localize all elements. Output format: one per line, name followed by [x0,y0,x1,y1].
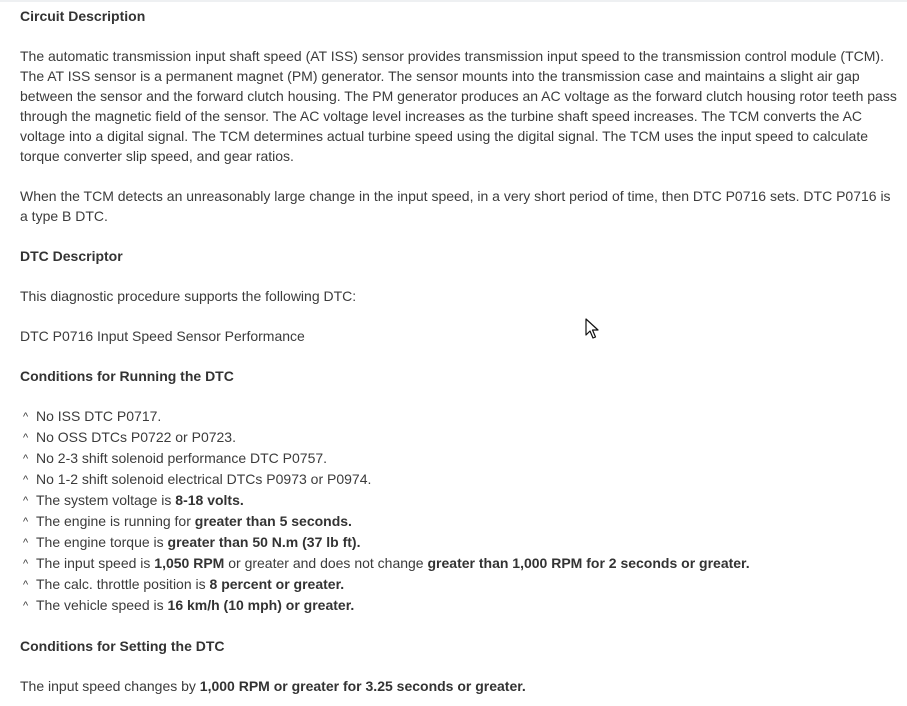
condition-item-bold: 1,050 RPM [154,555,225,571]
circuit-description-paragraph-2: When the TCM detects an unreasonably large change in the input speed, in a very short period of time, then DTC P0716 sets. DTC P0716 is a type B DTC. [20,188,891,224]
condition-item [20,553,902,574]
condition-item-bold: greater than 50 N.m (37 lb ft). [167,534,361,550]
condition-item [20,511,902,532]
condition-item-bold: 16 km/h (10 mph) or greater. [167,597,355,613]
condition-item-pre: The engine is running for [36,513,195,529]
condition-item-pre: The engine torque is [36,534,168,550]
document-content [20,6,902,696]
dtc-descriptor-intro: This diagnostic procedure supports the following DTC: [20,288,357,304]
condition-item [20,532,902,553]
condition-item-bold2: greater than 1,000 RPM for 2 seconds or greater. [427,555,750,571]
condition-item-bold: greater than 5 seconds. [194,513,352,529]
caret-bullet-icon: ^ [23,579,29,591]
caret-bullet-icon: ^ [23,558,29,570]
condition-item-pre: The calc. throttle position is [36,576,210,592]
condition-item-text: No ISS DTC P0717. [36,408,162,424]
top-divider [0,0,907,2]
condition-item-bold: 8-18 volts. [175,492,244,508]
caret-bullet-icon: ^ [23,432,29,444]
circuit-description-paragraph-1: The automatic transmission input shaft speed (AT ISS) sensor provides transmission input speed to the transmission control module (TCM). The AT ISS sensor is a permanent magnet (PM) generator. The sensor mounts into the transmission case and maintains a slight air gap between the sensor and the forward clutch housing. The PM generator produces an AC voltage as the forward clutch housing rotor teeth pass through the magnetic field of the sensor. The AC voltage level increases as the turbine shaft speed increases. The TCM converts the AC voltage into a digital signal. The TCM determines actual turbine speed using the digital signal. The TCM uses the input speed to calculate torque converter slip speed, and gear ratios. [20,48,897,164]
caret-bullet-icon: ^ [23,453,29,465]
dtc-code-line: DTC P0716 Input Speed Sensor Performance [20,328,305,344]
condition-item [20,406,902,427]
circuit-description-heading: Circuit Description [20,8,146,24]
condition-item-text: No OSS DTCs P0722 or P0723. [36,429,236,445]
caret-bullet-icon: ^ [23,474,29,486]
condition-item [20,595,902,616]
condition-item-bold: 8 percent or greater. [209,576,345,592]
condition-item-pre: The system voltage is [36,492,176,508]
condition-item-pre: The input speed is [36,555,155,571]
caret-bullet-icon: ^ [23,600,29,612]
conditions-setting-text-bold: 1,000 RPM or greater for 3.25 seconds or greater. [199,678,526,694]
caret-bullet-icon: ^ [23,516,29,528]
caret-bullet-icon: ^ [23,411,29,423]
conditions-setting-text-plain: The input speed changes by [20,678,200,694]
conditions-running-heading: Conditions for Running the DTC [20,368,234,384]
condition-item [20,427,902,448]
condition-item [20,448,902,469]
mouse-pointer-icon [585,318,601,340]
condition-item [20,574,902,595]
caret-bullet-icon: ^ [23,537,29,549]
condition-item [20,490,902,511]
condition-item-text: No 2-3 shift solenoid performance DTC P0757. [36,450,328,466]
caret-bullet-icon: ^ [23,495,29,507]
condition-item-text: No 1-2 shift solenoid electrical DTCs P0973 or P0974. [36,471,372,487]
condition-item-mid: or greater and does not change [224,555,428,571]
conditions-running-list [20,406,902,616]
dtc-descriptor-heading: DTC Descriptor [20,248,123,264]
condition-item-pre: The vehicle speed is [36,597,168,613]
condition-item [20,469,902,490]
conditions-setting-heading: Conditions for Setting the DTC [20,638,225,654]
conditions-setting-text [20,676,902,696]
